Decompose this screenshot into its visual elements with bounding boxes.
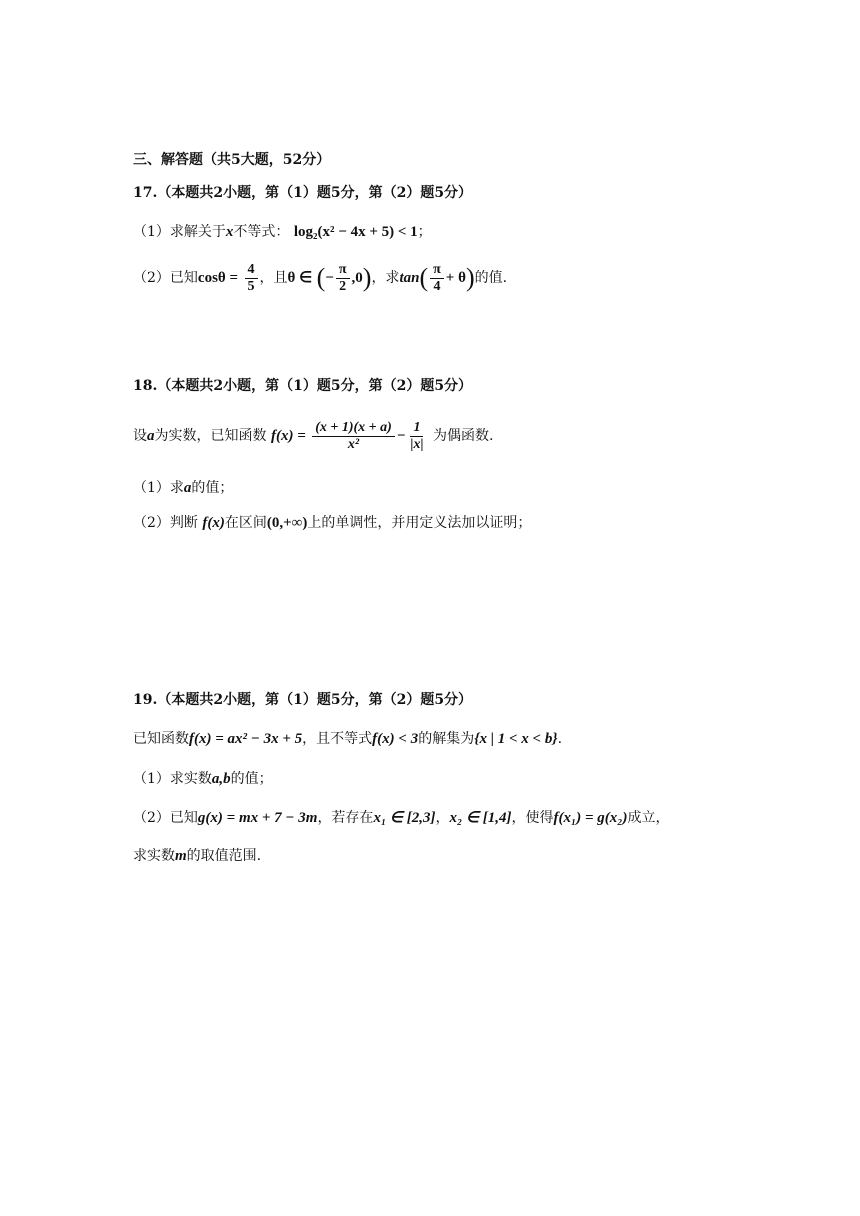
- fraction-denominator: 4: [433, 278, 441, 294]
- q19-header: 19.（本题共2小题，第（1）题5分，第（2）题5分）: [133, 692, 473, 708]
- q17-part2-label: （2）: [133, 270, 170, 286]
- q17-part2-lparen: (: [316, 263, 326, 292]
- q18-part1-text: 求: [169, 480, 184, 496]
- fraction-numerator: π: [430, 262, 444, 279]
- fraction-numerator: π: [336, 262, 350, 279]
- q17-part2-pi-quarter: [430, 262, 444, 295]
- q17-part1: [133, 222, 432, 242]
- q18-part2-end: 上的单调性，并用定义法加以证明；: [307, 515, 532, 531]
- q19-part2-end: 成立，: [627, 810, 670, 826]
- fraction-numerator: 4: [245, 262, 258, 279]
- q17-part2-tan-rparen: ): [465, 263, 475, 292]
- q18-intro-var: a: [147, 428, 155, 444]
- q19-intro: [133, 729, 562, 749]
- q17-part2-fraction: [245, 262, 258, 295]
- q19-intro-text2: ，且不等式: [302, 731, 373, 747]
- q17-part2-end: 的值.: [474, 270, 508, 286]
- q19-part2-x2: x₂ ∈ [1,4]: [449, 810, 512, 826]
- q17-part1-formula: log₂(x² − 4x + 5) < 1: [293, 224, 418, 240]
- q18-part2-label: （2）: [133, 515, 170, 531]
- q19-part2-line2-end: 的取值范围.: [186, 848, 262, 864]
- q18-part2-interval: (0,+∞): [266, 515, 308, 531]
- q18-part2: [133, 513, 531, 533]
- section-title: 三、解答题（共5大题，52分）: [133, 152, 331, 168]
- q19-part2-line2: [133, 846, 261, 866]
- q18-part2-text2: 在区间: [224, 515, 267, 531]
- fraction-denominator: x²: [347, 436, 360, 452]
- q17-header: 17.（本题共2小题，第（1）题5分，第（2）题5分）: [133, 185, 473, 201]
- q19-part2-text: 已知: [169, 810, 198, 826]
- q17-part2-text3: ，求: [371, 270, 400, 286]
- fraction-numerator: 1: [410, 420, 423, 437]
- q18-part2-text: 判断: [169, 515, 198, 531]
- q19-intro-text: 已知函数: [133, 731, 189, 747]
- q17-part2-tan: tan: [399, 270, 420, 286]
- fraction-denominator: 5: [247, 278, 255, 294]
- q17-part1-end: ；: [417, 224, 432, 240]
- q18-part1: [133, 478, 233, 498]
- q19-ineq: f(x) < 3: [372, 731, 419, 747]
- q19-part2-line2-var: m: [175, 848, 187, 864]
- q19-part2-g: g(x) = mx + 7 − 3m: [197, 810, 318, 826]
- q19-part2-x1: x₁ ∈ [2,3]: [373, 810, 436, 826]
- q18-intro-end: 为偶函数.: [433, 428, 494, 444]
- q17-part1-var: x: [225, 224, 234, 240]
- q18-intro-text2: 为实数，已知函数: [154, 428, 267, 444]
- fraction-denominator: |x|: [410, 436, 424, 452]
- q17-part2-text2: ，且: [259, 270, 288, 286]
- q19-part2: [133, 808, 670, 828]
- q17-part2-interval-tail: ,0: [351, 270, 363, 286]
- q18-intro-text: 设: [133, 428, 147, 444]
- q18-intro: [133, 414, 493, 458]
- q19-part1-vars: a,b: [211, 771, 231, 787]
- q17-part2-pi-half: [336, 262, 350, 295]
- q19-part2-text2: ，若存在: [317, 810, 374, 826]
- q18-part1-end: 的值；: [191, 480, 234, 496]
- q19-set: {x | 1 < x < b}: [474, 731, 558, 747]
- q19-part2-comma: ，: [435, 810, 450, 826]
- q19-intro-text3: 的解集为: [418, 731, 475, 747]
- q17-part1-text: 求解关于: [169, 224, 226, 240]
- q18-part1-var: a: [183, 480, 192, 496]
- q17-part2-tan-tail: + θ: [445, 270, 466, 286]
- q18-header: 18.（本题共2小题，第（1）题5分，第（2）题5分）: [133, 378, 473, 394]
- fraction-numerator: (x + 1)(x + a): [312, 420, 395, 437]
- q17-part2-text: 已知: [169, 270, 198, 286]
- q18-func: f(x) =: [270, 428, 306, 444]
- q19-func: f(x) = ax² − 3x + 5: [189, 731, 303, 747]
- q17-part2-theta: θ ∈: [287, 270, 313, 286]
- q18-minus: −: [396, 428, 406, 444]
- q19-part1-text: 求实数: [169, 771, 212, 787]
- q19-part2-label: （2）: [133, 810, 170, 826]
- q19-part2-text3: ，使得: [511, 810, 554, 826]
- q17-part2-cos: cosθ =: [197, 270, 239, 286]
- q17-part2-rparen: ): [362, 263, 372, 292]
- q19-part1-end: 的值；: [230, 771, 273, 787]
- q18-fraction2: [407, 420, 426, 453]
- q19-part1: [133, 769, 273, 789]
- q19-part2-eq: f(x₁) = g(x₂): [553, 810, 628, 826]
- fraction-denominator: 2: [339, 278, 347, 294]
- q17-part2-tan-lparen: (: [419, 263, 429, 292]
- q17-part1-label: （1）: [133, 224, 170, 240]
- q19-part2-line2-text: 求实数: [133, 848, 175, 864]
- q17-part2: [133, 258, 507, 298]
- q17-part1-text2: 不等式：: [233, 224, 290, 240]
- q18-part2-func: f(x): [202, 515, 225, 531]
- q18-fraction1: [312, 420, 395, 453]
- q19-part1-label: （1）: [133, 771, 170, 787]
- q17-part2-minus: −: [325, 270, 334, 286]
- q18-part1-label: （1）: [133, 480, 170, 496]
- q19-intro-end: .: [557, 731, 563, 747]
